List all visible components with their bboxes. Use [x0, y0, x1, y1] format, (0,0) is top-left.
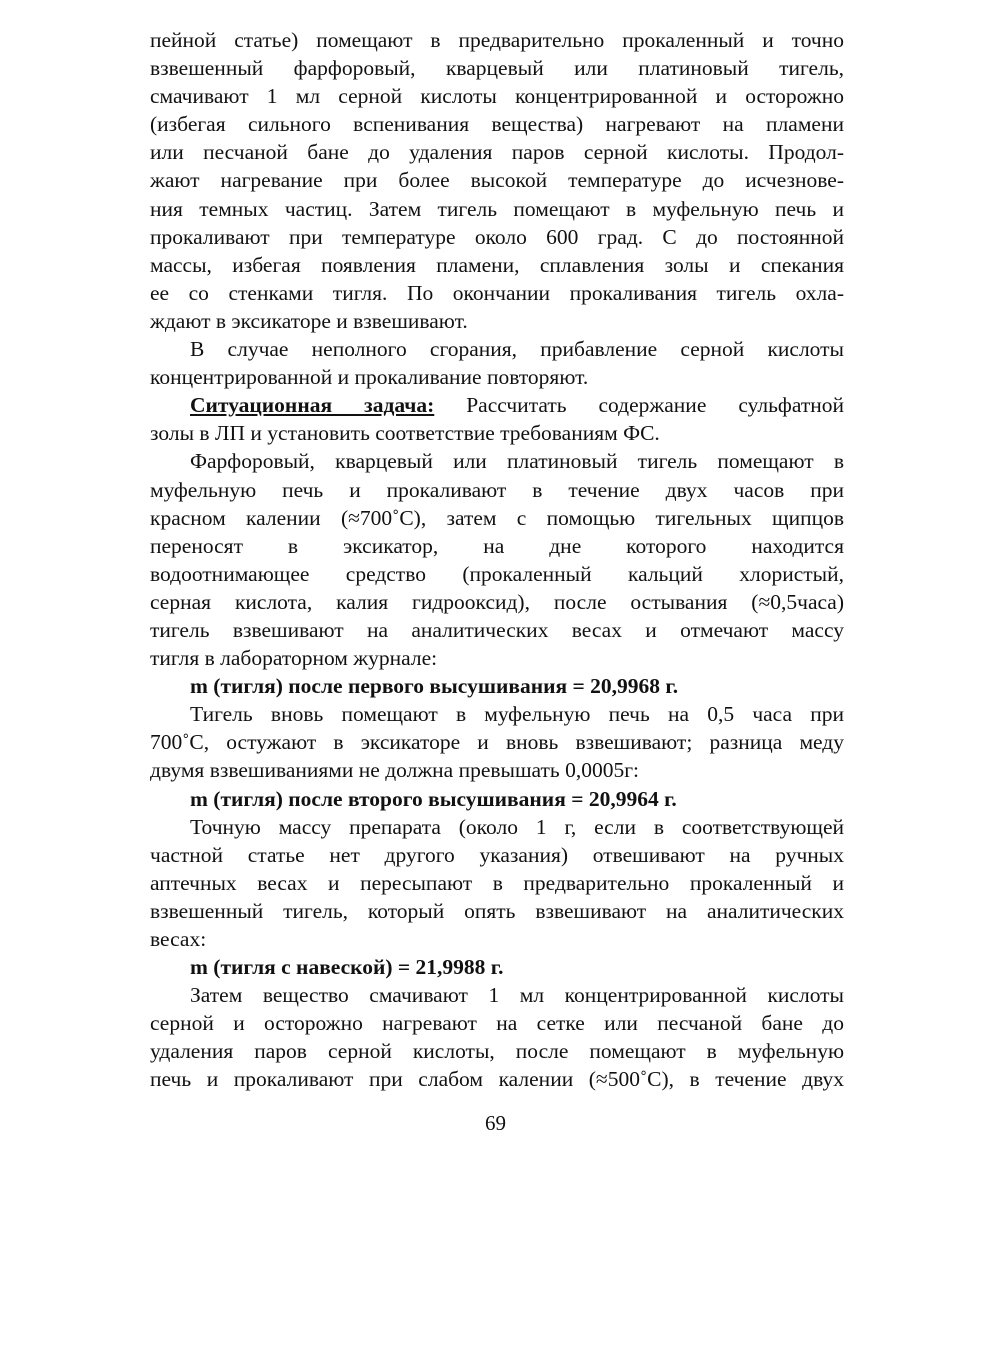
text-line: концентрированной и прокаливание повторяют.	[150, 365, 589, 390]
paragraph-procedure	[150, 26, 844, 335]
paragraph-crucible-prep	[150, 447, 844, 672]
text-line: смачивают 1 мл серной кислоты концентрированной и осторожно	[150, 84, 844, 109]
text-line: Точную массу препарата (около 1 г, если в соответствующей	[190, 814, 844, 839]
text-line: муфельную печь и прокаливают в течение двух часов при	[150, 477, 844, 502]
text-line: жают нагревание при более высокой температуре до исчезнове-	[150, 168, 844, 193]
text-line: или песчаной бане до удаления паров серной кислоты. Продол-	[150, 140, 844, 165]
text-line: взвешенный тигель, который опять взвешивают на аналитических	[150, 898, 844, 923]
page-body	[150, 26, 844, 1094]
text-line: Тигель вновь помещают в муфельную печь на 0,5 часа при	[190, 702, 844, 727]
text-line: весах:	[150, 927, 207, 951]
text-line: удаления паров серной кислоты, после помещают в муфельную	[150, 1039, 844, 1064]
text-line: водоотнимающее средство (прокаленный кальций хлористый,	[150, 561, 844, 586]
text-line: пейной статье) помещают в предварительно прокаленный и точно	[150, 28, 844, 52]
text-line: тигель взвешивают на аналитических весах и отмечают массу	[150, 617, 844, 642]
text-line: ждают в эксикаторе и взвешивают.	[150, 308, 468, 333]
text-line: ее со стенками тигля. По окончании прокаливания тигель охла-	[150, 280, 844, 305]
text-line: золы в ЛП и установить соответствие требованиям ФС.	[150, 421, 660, 446]
text-line: тигля в лабораторном журнале:	[150, 646, 438, 671]
task-line	[150, 391, 844, 419]
text-line: серная кислота, калия гидрооксид), после остывания (≈0,5часа)	[150, 589, 844, 614]
paragraph-situational-task	[150, 391, 844, 447]
page-number: 69	[485, 1111, 506, 1135]
text-line: массы, избегая появления пламени, сплавления золы и спекания	[150, 252, 844, 277]
text-line: печь и прокаливают при слабом калении (≈500˚С), в течение двух	[150, 1067, 844, 1092]
text-line: частной статье нет другого указания) отвешивают на ручных	[150, 842, 844, 867]
task-text: Рассчитать содержание сульфатной	[434, 393, 844, 418]
text-line: взвешенный фарфоровый, кварцевый или платиновый тигель,	[150, 56, 844, 81]
paragraph-ignition	[150, 981, 844, 1093]
task-label: Ситуационная задача:	[190, 393, 435, 418]
text-line: прокаливают при температуре около 600 град. С до постоянной	[150, 224, 844, 249]
text-line: аптечных весах и пересыпают в предварительно прокаленный и	[150, 870, 844, 895]
text-line: 700˚С, остужают в эксикаторе и вновь взвешивают; разница меду	[150, 730, 844, 755]
formula-first-drying: m (тигля) после первого высушивания = 20,9968 г.	[190, 674, 679, 699]
text-line: красном калении (≈700˚С), затем с помощью тигельных щипцов	[150, 505, 844, 530]
paragraph-incomplete-combustion	[150, 335, 844, 391]
paragraph-sample-weighing	[150, 813, 844, 953]
text-line: переносят в эксикатор, на дне которого находится	[150, 533, 844, 558]
text-line: Фарфоровый, кварцевый или платиновый тигель помещают в	[190, 449, 844, 474]
paragraph-reweigh	[150, 700, 844, 784]
formula-crucible-with-sample: m (тигля с навеской) = 21,9988 г.	[190, 955, 504, 980]
text-line: двумя взвешиваниями не должна превышать 0,0005г:	[150, 758, 640, 783]
text-line: ния темных частиц. Затем тигель помещают в муфельную печь и	[150, 196, 844, 221]
text-line: В случае неполного сгорания, прибавление серной кислоты	[190, 337, 844, 362]
text-line: (избегая сильного вспенивания вещества) нагревают на пламени	[150, 112, 844, 137]
text-line: Затем вещество смачивают 1 мл концентрированной кислоты	[190, 983, 844, 1008]
text-line: серной и осторожно нагревают на сетке или песчаной бане до	[150, 1011, 844, 1036]
formula-second-drying: m (тигля) после второго высушивания = 20,9964 г.	[190, 786, 677, 811]
